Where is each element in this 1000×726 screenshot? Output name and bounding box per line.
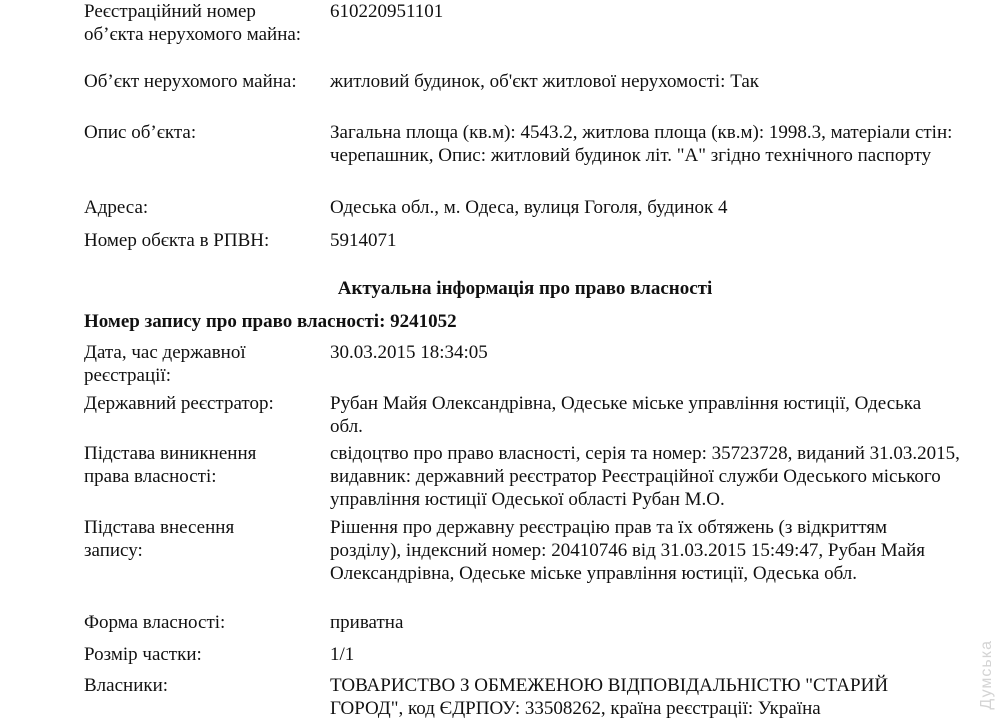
object-value: житловий будинок, об'єкт житлової нерухомості: Так <box>330 71 760 92</box>
reg-number-value: 610220951101 <box>330 1 444 22</box>
owners-value: ТОВАРИСТВО З ОБМЕЖЕНОЮ ВІДПОВІДАЛЬНІСТЮ "СТАРИЙ ГОРОД", код ЄДРПОУ: 33508262, країна реєстрації: Україна <box>330 675 889 719</box>
address-value: Одеська обл., м. Одеса, вулиця Гоголя, будинок 4 <box>330 197 728 218</box>
registration-date-value: 30.03.2015 18:34:05 <box>330 342 488 363</box>
watermark-logo: Думська <box>978 640 995 710</box>
rpvn-number-label: Номер обєкта в РПВН: <box>84 230 270 251</box>
record-basis-value: Рішення про державну реєстрацію прав та їх обтяжень (з відкриттям розділу), індексний номер: 20410746 від 31.03.2015 15:49:47, Рубан Майя Олександрівна, Одеське міське управління юстиції, Одеська обл. <box>330 517 925 584</box>
address-label: Адреса: <box>84 197 149 218</box>
object-label: Об’єкт нерухомого майна: <box>84 71 297 92</box>
share-size-value: 1/1 <box>330 644 355 665</box>
record-basis-label: Підстава внесення запису: <box>84 517 235 561</box>
share-size-label: Розмір частки: <box>84 644 202 665</box>
ownership-basis-label: Підстава виникнення права власності: <box>84 443 257 487</box>
description-value: Загальна площа (кв.м): 4543.2, житлова площа (кв.м): 1998.3, матеріали стін: черепашник, Опис: житловий будинок літ. "А" згідно технічного паспорту <box>330 122 953 166</box>
registrar-label: Державний реєстратор: <box>84 393 274 414</box>
registrar-value: Рубан Майя Олександрівна, Одеське міське управління юстиції, Одеська обл. <box>330 393 922 437</box>
rpvn-number-value: 5914071 <box>330 230 397 251</box>
ownership-form-label: Форма власності: <box>84 612 226 633</box>
ownership-record-number: Номер запису про право власності: 9241052 <box>84 311 457 332</box>
owners-label: Власники: <box>84 675 169 696</box>
reg-number-label: Реєстраційний номер об’єкта нерухомого майна: <box>84 1 302 45</box>
ownership-form-value: приватна <box>330 612 404 633</box>
ownership-heading: Актуальна інформація про право власності <box>337 278 713 299</box>
description-label: Опис об’єкта: <box>84 122 197 143</box>
ownership-basis-value: свідоцтво про право власності, серія та номер: 35723728, виданий 31.03.2015, видавник: державний реєстратор Реєстраційної служби Одеського міського управління юстиції Одеської області Рубан М.О. <box>330 443 960 510</box>
registration-date-label: Дата, час державної реєстрації: <box>84 342 246 386</box>
